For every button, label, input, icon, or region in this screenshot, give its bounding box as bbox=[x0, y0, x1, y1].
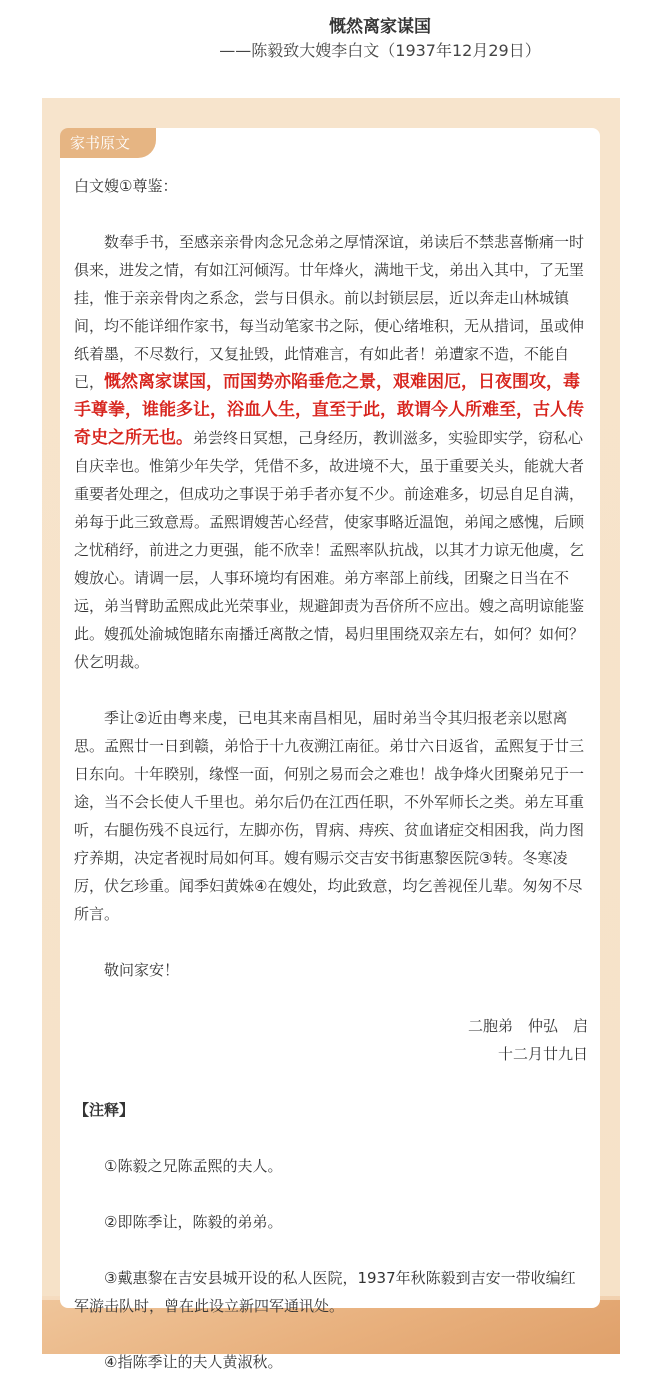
page-subtitle: ——陈毅致大嫂李白文（1937年12月29日） bbox=[219, 41, 541, 60]
signature: 二胞弟 仲弘 启 bbox=[467, 1017, 588, 1035]
highlighted-quote: 慨然离家谋国，而国势亦陷垂危之景，艰难困厄，日夜围攻，毒手尊拳，谁能多让，浴血人生，直至于此，敢谓今人所难至，古人传奇史之所无也。 bbox=[74, 372, 584, 448]
letter-date: 十二月廿九日 bbox=[497, 1045, 588, 1063]
letter-content bbox=[74, 172, 590, 1376]
note-item-2: ②即陈季让，陈毅的弟弟。 bbox=[104, 1213, 283, 1231]
note-item-4: ④指陈季让的夫人黄淑秋。 bbox=[104, 1353, 283, 1371]
letter-paragraph-1 bbox=[74, 228, 590, 676]
letter-paragraph-2: 季让②近由粤来虔，已电其来南昌相见，届时弟当令其归报老亲以慰离思。孟熙廿一日到赣，弟恰于十九夜溯江南征。弟廿六日返省，孟熙复于廿三日东向。十年睽别，缘悭一面，何别之易而会之难也！战争烽火团聚弟兄于一途，当不会长使人千里也。弟尔后仍在江西任职，不外军师长之类。弟左耳重听，右腿伤残不良远行，左脚亦伤，胃病、痔疾、贫血诸症交相困我，尚力图疗养期，决定者视时局如何耳。嫂有赐示交吉安书街惠黎医院③转。冬寒凌厉，伏乞珍重。闻季妇黄姝④在嫂处，均此致意，均乞善视侄儿辈。匆匆不尽所言。 bbox=[74, 709, 585, 923]
note-item-3: ③戴惠黎在吉安县城开设的私人医院，1937年秋陈毅到吉安一带收编红军游击队时，曾在此设立新四军通讯处。 bbox=[74, 1269, 576, 1315]
page-title: 慨然离家谋国 bbox=[329, 17, 431, 37]
paragraph-1-part-2: 弟尝终日冥想，己身经历，教训滋多，实验即实学，窃私心自庆幸也。惟第少年失学，凭借不多，故进境不大，虽于重要关头，能就大者重要者处理之，但成功之事误于弟手者亦复不少。前途难多，切忌自足自满，弟每于此三致意焉。孟熙谓嫂苦心经营，使家事略近温饱，弟闻之感愧，后顾之忧稍纾，前进之力更强，能不欣幸！孟熙率队抗战，以其才力谅无他虞，乞嫂放心。请调一层，人事环境均有困难。弟方率部上前线，团聚之日当在不远，弟当臂助孟熙成此光荣事业，规避卸责为吾侪所不应出。嫂之高明谅能鉴此。嫂孤处渝城饱睹东南播迁离散之情，曷归里围绕双亲左右，如何？如何？伏乞明裁。 bbox=[74, 429, 585, 671]
salutation: 白文嫂①尊鉴： bbox=[74, 177, 178, 195]
section-tab: 家书原文 bbox=[60, 128, 156, 158]
notes-heading: 【注释】 bbox=[74, 1101, 135, 1119]
paragraph-1-part-1: 数奉手书，至感亲亲骨肉念兄念弟之厚情深谊，弟读后不禁悲喜惭痛一时俱来，进发之情，有如江河倾泻。廿年烽火，满地干戈，弟出入其中，了无罣挂，惟于亲亲骨肉之系念，尝与日俱永。前以封锁层层，近以奔走山林城镇间，均不能详细作家书，每当动笔家书之际，便心绪堆积，无从措词，虽或伸纸着墨，不尽数行，又复扯毁，此情难言，有如此者！弟遭家不造，不能自已， bbox=[74, 233, 585, 391]
closing: 敬问家安！ bbox=[104, 961, 180, 979]
note-item-1: ①陈毅之兄陈孟熙的夫人。 bbox=[104, 1157, 283, 1175]
